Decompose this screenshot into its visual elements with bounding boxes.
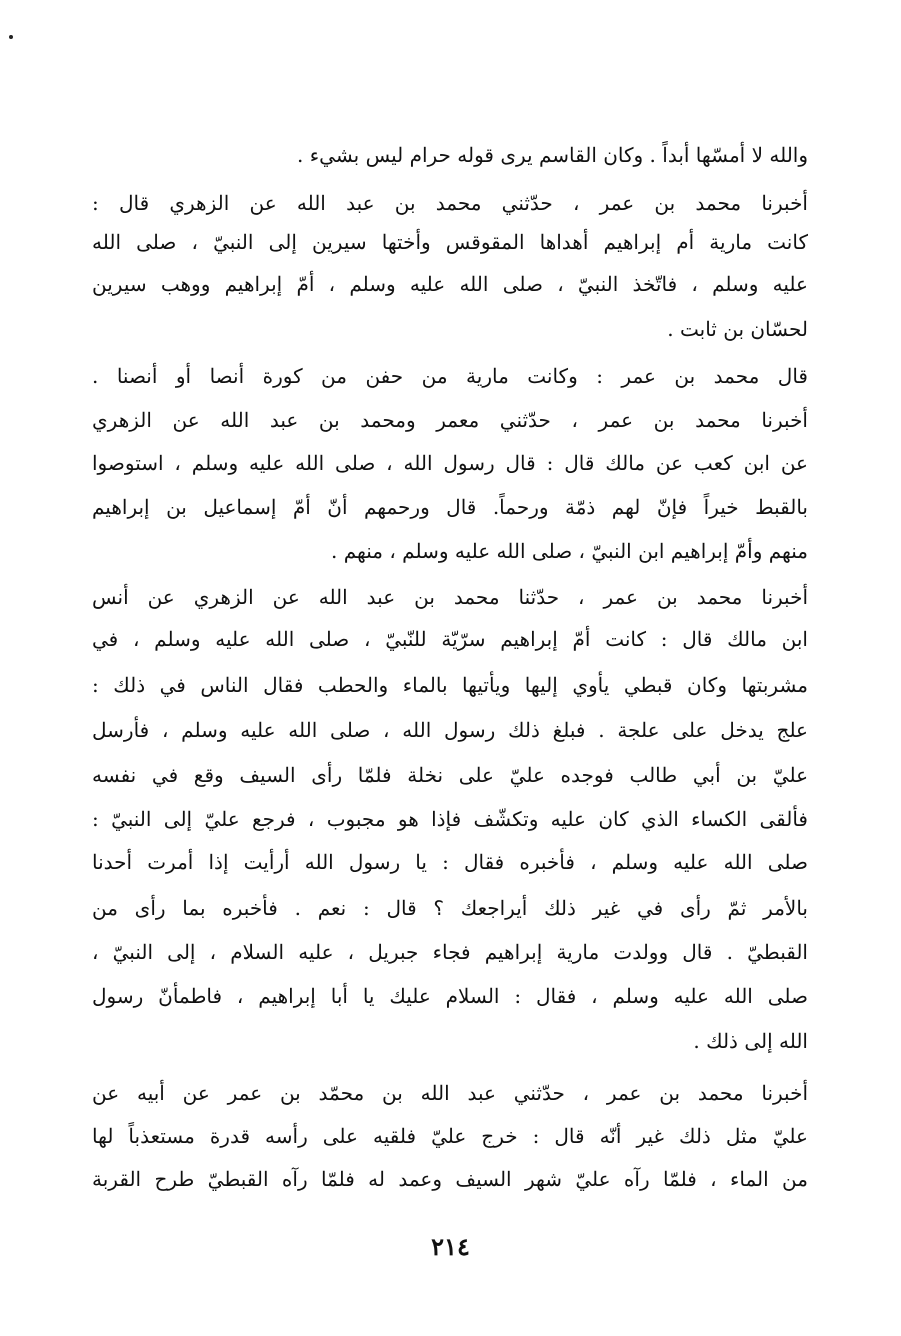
text-line: عليّ مثل ذلك غير أنّه قال : خرج عليّ فلقيه على رأسه قدرة مستعذباً لها bbox=[92, 1124, 808, 1148]
text-line: مشربتها وكان قبطي يأوي إليها ويأتيها بالماء والحطب فقال الناس في ذلك : bbox=[92, 673, 808, 697]
text-line: صلى الله عليه وسلم ، فأخبره فقال : يا رسول الله أرأيت إذا أمرت أحدنا bbox=[92, 850, 808, 874]
text-line: علج يدخل على علجة . فبلغ ذلك رسول الله ، صلى الله عليه وسلم ، فأرسل bbox=[92, 718, 808, 742]
text-line: فألقى الكساء الذي كان عليه وتكشّف فإذا هو مجبوب ، فرجع عليّ إلى النبيّ : bbox=[92, 807, 808, 831]
text-line: أخبرنا محمد بن عمر ، حدّثني معمر ومحمد بن عبد الله عن الزهري bbox=[92, 408, 808, 432]
text-line: ابن مالك قال : كانت أمّ إبراهيم سرّيّة للنّبيّ ، صلى الله عليه وسلم ، في bbox=[92, 627, 808, 651]
page-number: ٢١٤ bbox=[431, 1232, 470, 1261]
text-line: أخبرنا محمد بن عمر ، حدّثني محمد بن عبد الله عن الزهري قال : bbox=[92, 191, 808, 215]
text-line: عليّ بن أبي طالب فوجده عليّ على نخلة فلمّا رأى السيف وقع في نفسه bbox=[92, 763, 808, 787]
text-line: من الماء ، فلمّا رآه عليّ شهر السيف وعمد له فلمّا رآه القبطيّ طرح القربة bbox=[92, 1167, 808, 1191]
text-line: عن ابن كعب عن مالك قال : قال رسول الله ، صلى الله عليه وسلم ، استوصوا bbox=[92, 451, 808, 475]
text-line: القبطيّ . قال وولدت مارية إبراهيم فجاء جبريل ، عليه السلام ، إلى النبيّ ، bbox=[92, 940, 808, 964]
text-line: بالأمر ثمّ رأى في غير ذلك أيراجعك ؟ قال : نعم . فأخبره بما رأى من bbox=[92, 896, 808, 920]
text-line: أخبرنا محمد بن عمر ، حدّثنا محمد بن عبد الله عن الزهري عن أنس bbox=[92, 585, 808, 609]
scan-speck bbox=[9, 35, 13, 39]
text-line: قال محمد بن عمر : وكانت مارية من حفن من كورة أنصا أو أنصنا . bbox=[92, 364, 808, 388]
text-line: صلى الله عليه وسلم ، فقال : السلام عليك يا أبا إبراهيم ، فاطمأنّ رسول bbox=[92, 984, 808, 1008]
text-line: أخبرنا محمد بن عمر ، حدّثني عبد الله بن محمّد بن عمر عن أبيه عن bbox=[92, 1081, 808, 1105]
text-line: الله إلى ذلك . bbox=[693, 1029, 808, 1053]
text-line: والله لا أمسّها أبداً . وكان القاسم يرى قوله حرام ليس بشيء . bbox=[297, 143, 808, 167]
text-line: بالقبط خيراً فإنّ لهم ذمّة ورحماً. قال ورحمهم أنّ أمّ إسماعيل بن إبراهيم bbox=[92, 495, 808, 519]
text-line: منهم وأمّ إبراهيم ابن النبيّ ، صلى الله عليه وسلم ، منهم . bbox=[331, 539, 808, 563]
text-line: لحسّان بن ثابت . bbox=[667, 317, 808, 341]
text-line: عليه وسلم ، فاتّخذ النبيّ ، صلى الله عليه وسلم ، أمّ إبراهيم ووهب سيرين bbox=[92, 272, 808, 296]
text-line: كانت مارية أم إبراهيم أهداها المقوقس وأختها سيرين إلى النبيّ ، صلى الله bbox=[92, 230, 808, 254]
